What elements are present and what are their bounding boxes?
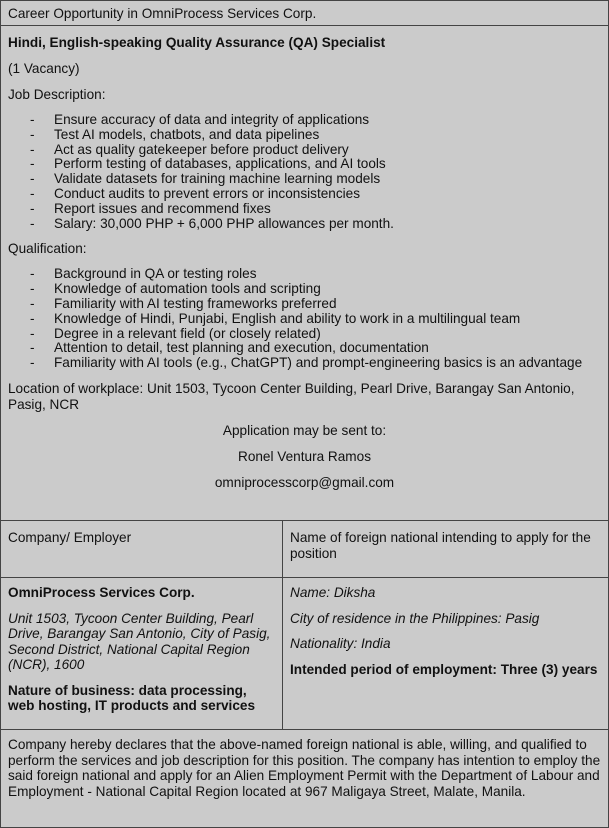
contact-email: omniprocesscorp@gmail.com <box>214 474 395 490</box>
list-item: - Validate datasets for training machine learning models <box>30 171 381 187</box>
list-item: - Background in QA or testing roles <box>30 266 257 282</box>
list-item: - Report issues and recommend fixes <box>30 200 271 216</box>
employer-header: Company/ Employer <box>1 521 282 578</box>
employer-column <box>1 521 283 729</box>
list-item: - Familiarity with AI tools (e.g., ChatGPT) and prompt-engineering basics is an advantage <box>30 355 583 371</box>
qualification-label: Qualification: <box>8 241 87 257</box>
list-item: - Conduct audits to prevent errors or inconsistencies <box>30 185 361 201</box>
company-name: OmniProcess Services Corp. <box>8 585 195 600</box>
list-item: - Salary: 30,000 PHP + 6,000 PHP allowances per month. <box>30 215 394 231</box>
employment-period: Intended period of employment: Three (3) years <box>290 661 598 677</box>
application-label: Application may be sent to: <box>222 422 387 438</box>
employer-details <box>1 578 282 729</box>
list-item: - Degree in a relevant field (or closely related) <box>30 325 321 341</box>
list-item: - Knowledge of automation tools and scripting <box>30 281 321 297</box>
qualification-list <box>8 267 601 371</box>
job-description-label: Job Description: <box>8 87 106 102</box>
national-name: Name: Diksha <box>290 585 376 600</box>
declaration-text: Company hereby declares that the above-named foreign national is able, willing, and qualified to perform the services and job description for this position. The company has intention to employ the said foreign national and apply for an Alien Employment Permit with the Department of Labour and Employment - National Capital Region located at 967 Maligaya Street, Malate, Manila. <box>8 737 601 799</box>
list-item: - Perform testing of databases, applications, and AI tools <box>30 156 386 172</box>
job-title: Hindi, English-speaking Quality Assurance (QA) Specialist <box>8 35 386 50</box>
company-declaration <box>0 729 609 828</box>
list-item: - Test AI models, chatbots, and data pipelines <box>30 126 320 142</box>
employer-national-table <box>0 520 609 729</box>
list-item: - Attention to detail, test planning and execution, documentation <box>30 340 429 356</box>
national-nationality: Nationality: India <box>290 636 391 651</box>
header-title: Career Opportunity in OmniProcess Services Corp. <box>8 6 317 21</box>
list-item: - Act as quality gatekeeper before product delivery <box>30 141 349 157</box>
nature-of-business: Nature of business: data processing, web hosting, IT products and services <box>8 682 256 713</box>
workplace-location: Location of workplace: Unit 1503, Tycoon Center Building, Pearl Drive, Barangay San Antonio, Pasig, NCR <box>8 380 575 412</box>
list-item: - Familiarity with AI testing frameworks preferred <box>30 295 337 311</box>
national-header: Name of foreign national intending to apply for the position <box>283 521 608 578</box>
national-city: City of residence in the Philippines: Pasig <box>290 610 540 626</box>
document-header <box>0 0 609 26</box>
company-address: Unit 1503, Tycoon Center Building, Pearl Drive, Barangay San Antonio, City of Pasig, Second District, National Capital Region (NCR), 1600 <box>8 610 271 672</box>
vacancy-count: (1 Vacancy) <box>8 61 80 76</box>
national-column <box>283 521 608 729</box>
national-details <box>283 578 608 729</box>
job-posting <box>0 26 609 520</box>
list-item: - Knowledge of Hindi, Punjabi, English and ability to work in a multilingual team <box>30 310 521 326</box>
contact-name: Ronel Ventura Ramos <box>238 448 371 464</box>
list-item: - Ensure accuracy of data and integrity of applications <box>30 112 370 127</box>
job-description-list <box>8 113 601 231</box>
